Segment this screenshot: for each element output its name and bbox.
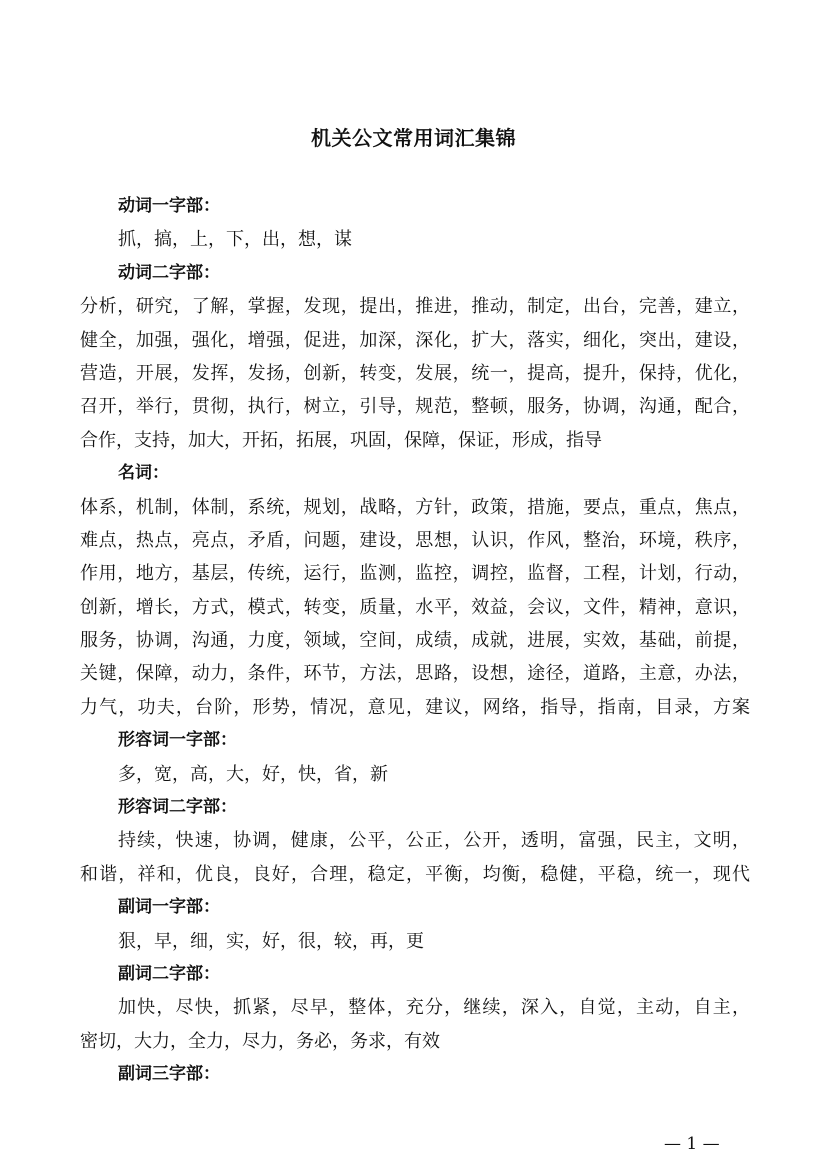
section-line-adjective-two-char: 和谐，祥和，优良，良好，合理，稳定，平衡，均衡，稳健，平稳，统一，现代 <box>80 863 750 885</box>
section-line-verb-two-char: 分析，研究，了解，掌握，发现，提出，推进，推动，制定，出台，完善，建立， <box>80 296 750 318</box>
section-line-noun: 创新，增长，方式，模式，转变，质量，水平，效益，会议，文件，精神，意识， <box>80 596 750 618</box>
section-line-noun: 难点，热点，亮点，矛盾，问题，建设，思想，认识，作风，整治，环境，秩序， <box>80 529 750 551</box>
section-heading-verb-one-char: 动词一字部： <box>118 196 220 216</box>
section-line-noun: 作用，地方，基层，传统，运行，监测，监控，调控，监督，工程，计划，行动， <box>80 563 750 585</box>
section-heading-adverb-one-char: 副词一字部： <box>118 897 220 918</box>
section-line-noun: 体系，机制，体制，系统，规划，战略，方针，政策，措施，要点，重点，焦点， <box>80 496 750 518</box>
section-line-noun: 关键，保障，动力，条件，环节，方法，思路，设想，途径，道路，主意，办法， <box>80 663 750 685</box>
section-line-verb-two-char: 召开，举行，贯彻，执行，树立，引导，规范，整顿，服务，协调，沟通，配合， <box>80 396 750 418</box>
section-heading-adjective-one-char: 形容词一字部： <box>118 730 237 751</box>
section-line-adverb-two-char: 密切，大力，全力，尽力，务必，务求，有效 <box>80 1030 440 1052</box>
section-line-adverb-two-char: 加快，尽快，抓紧，尽早，整体，充分，继续，深入，自觉，主动，自主， <box>118 997 750 1019</box>
section-heading-noun: 名词： <box>118 463 169 484</box>
document-body <box>80 190 750 1092</box>
section-line-verb-two-char: 营造，开展，发挥，发扬，创新，转变，发展，统一，提高，提升，保持，优化， <box>80 362 750 384</box>
section-heading-verb-two-char: 动词二字部： <box>118 262 220 283</box>
section-line-verb-one-char: 抓，搞，上，下，出，想，谋 <box>118 229 352 251</box>
section-line-noun: 服务，协调，沟通，力度，领域，空间，成绩，成就，进展，实效，基础，前提， <box>80 630 750 652</box>
section-line-noun: 力气，功夫，台阶，形势，情况，意见，建议，网络，指导，指南，目录，方案 <box>80 696 750 718</box>
section-line-adjective-one-char: 多，宽，高，大，好，快，省，新 <box>118 763 388 785</box>
section-heading-adverb-three-char: 副词三字部： <box>118 1064 220 1085</box>
section-heading-adjective-two-char: 形容词二字部： <box>118 797 237 818</box>
document-title: 机关公文常用词汇集锦 <box>311 126 516 150</box>
section-line-adverb-one-char: 狠，早，细，实，好，很，较，再，更 <box>118 930 424 952</box>
section-line-adjective-two-char: 持续，快速，协调，健康，公平，公正，公开，透明，富强，民主，文明， <box>118 830 750 852</box>
section-line-verb-two-char: 合作，支持，加大，开拓，拓展，巩固，保障，保证，形成，指导 <box>80 429 602 451</box>
page-number: — 1 — <box>664 1134 720 1154</box>
section-heading-adverb-two-char: 副词二字部： <box>118 963 220 984</box>
section-line-verb-two-char: 健全，加强，强化，增强，促进，加深，深化，扩大，落实，细化，突出，建设， <box>80 329 750 351</box>
